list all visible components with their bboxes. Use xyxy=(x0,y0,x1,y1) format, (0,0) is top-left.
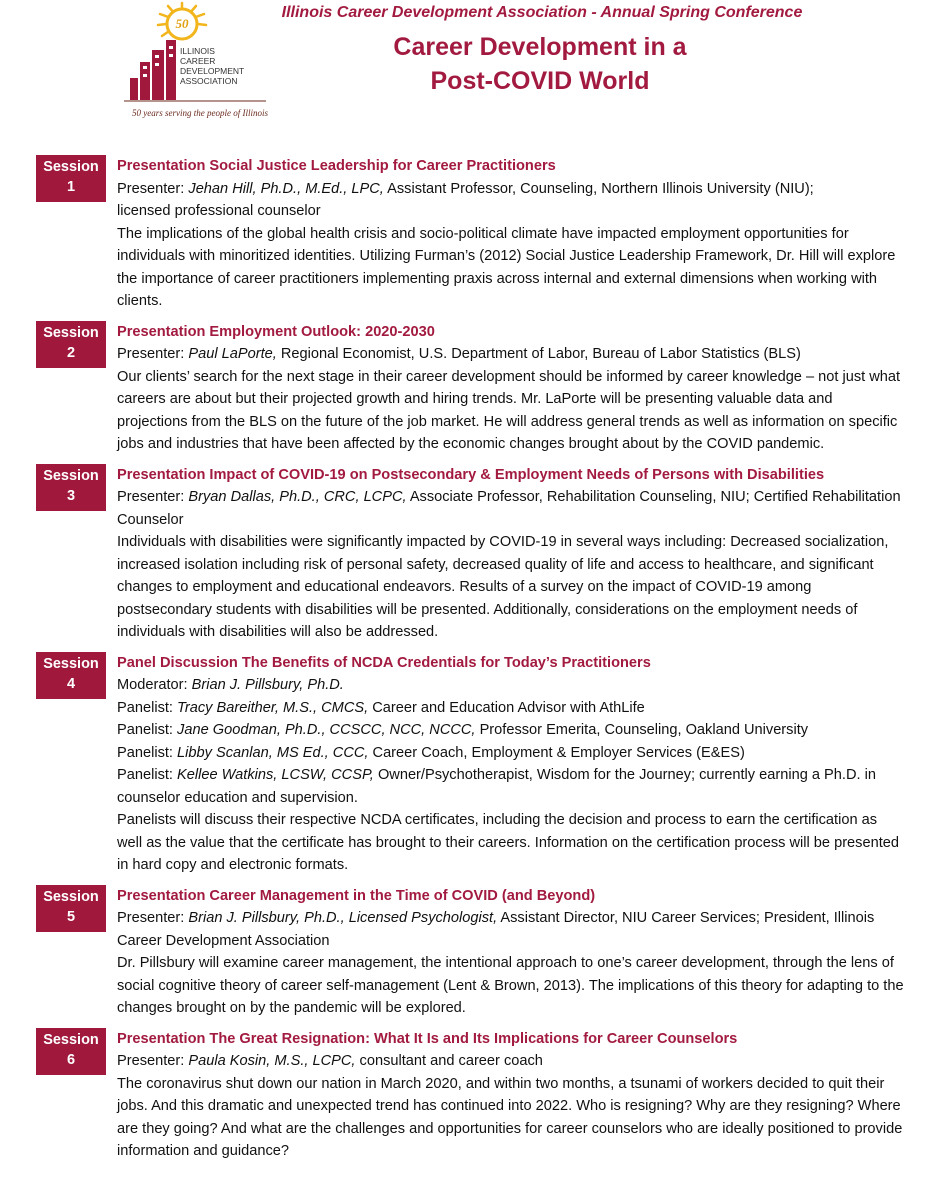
speaker-details: licensed professional counselor xyxy=(117,203,321,219)
conference-title-line1: Career Development in a xyxy=(393,33,687,61)
session-description: The implications of the global health crisis and socio-political climate have impacted employment opportunities for individuals with minoritized identities. Utilizing Furman’s (2012) Social Justice Leadership Framework, Dr. Hill will explore the importance of career practitioners implementing praxis across internal and external dimensions when working with clients. xyxy=(117,225,896,309)
speaker-role: Presenter: xyxy=(117,910,185,926)
speaker-role: Presenter: xyxy=(117,346,185,362)
conference-title xyxy=(300,30,780,98)
logo-years-number: 50 xyxy=(175,16,189,31)
session-badge-label: Session xyxy=(43,324,99,341)
page-header xyxy=(0,0,931,140)
session-body xyxy=(117,155,906,313)
speaker-name: Kellee Watkins, LCSW, CCSP, xyxy=(177,767,374,783)
speaker-line xyxy=(117,178,906,201)
session-title xyxy=(117,155,906,178)
session-body xyxy=(117,464,906,644)
speaker-line xyxy=(117,200,906,223)
session-type: Panel Discussion xyxy=(117,654,238,671)
speaker-details: Assistant Professor, Counseling, Northern Illinois University (NIU); xyxy=(387,180,814,197)
speaker-line xyxy=(117,1050,906,1073)
session-badge xyxy=(36,1028,106,1075)
session-body xyxy=(117,885,906,1020)
speaker-line xyxy=(117,764,906,809)
sun-buildings-logo-icon xyxy=(120,0,270,112)
session-type: Presentation xyxy=(117,466,206,483)
session-badge xyxy=(36,464,106,511)
speaker-name: Brian J. Pillsbury, Ph.D., Licensed Psychologist, xyxy=(188,910,498,926)
speaker-name: Paula Kosin, M.S., LCPC, xyxy=(188,1053,356,1069)
speaker-details: Assistant Director, NIU Career Services; President, Illinois Career Development Association xyxy=(117,910,875,949)
speaker-role: Moderator: xyxy=(117,677,188,693)
session-block xyxy=(36,155,906,313)
logo-tagline: 50 years serving the people of Illinois xyxy=(132,108,268,118)
speaker-details: Career Coach, Employment & Employer Services (E&ES) xyxy=(372,744,745,761)
session-number: 4 xyxy=(66,675,76,692)
logo-org-line4: ASSOCIATION xyxy=(180,76,238,86)
speaker-name: Paul LaPorte, xyxy=(188,346,277,362)
session-type: Presentation xyxy=(117,158,206,174)
speaker-line xyxy=(117,719,906,742)
session-title xyxy=(117,885,906,908)
speaker-role: Presenter: xyxy=(117,1053,185,1069)
session-list xyxy=(36,155,906,1171)
session-description: Dr. Pillsbury will examine career management, the intentional approach to one’s career development, through the lens of social cognitive theory of career self-management (Lent & Brown, 2013). The implications of this theory for adapting to the changes brought on by the pandemic will be explored. xyxy=(117,955,904,1016)
session-number: 1 xyxy=(66,179,76,195)
session-title-text: Employment Outlook: 2020-2030 xyxy=(209,323,435,340)
session-number: 3 xyxy=(66,487,76,504)
session-block xyxy=(36,652,906,877)
session-description: Our clients’ search for the next stage in their career development should be informed by career knowledge – not just what careers are about but their projected growth and hiring trends. Mr. LaPorte will be presenting valuable data and projections from the BLS on the future of the job market. He will address general trends as well as information on specific jobs and industries that have been affected by the economic changes brought about by the COVID pandemic. xyxy=(117,368,901,452)
session-title-text: The Great Resignation: What It Is and Its Implications for Career Counselors xyxy=(209,1030,738,1047)
speaker-name: Brian J. Pillsbury, Ph.D. xyxy=(191,677,344,693)
speaker-name: Tracy Bareither, M.S., CMCS, xyxy=(177,699,369,716)
speaker-line xyxy=(117,674,906,697)
session-body xyxy=(117,321,906,456)
logo-org-line3: DEVELOPMENT xyxy=(180,66,245,76)
session-title xyxy=(117,321,906,344)
speaker-name: Bryan Dallas, Ph.D., CRC, LCPC, xyxy=(188,489,407,505)
session-badge-label: Session xyxy=(43,888,99,905)
speaker-line xyxy=(117,742,906,765)
session-title xyxy=(117,1028,906,1051)
session-body xyxy=(117,1028,906,1163)
session-title-text: Impact of COVID-19 on Postsecondary & Employment Needs of Persons with Disabilities xyxy=(209,466,825,483)
speaker-name: Jane Goodman, Ph.D., CCSCC, NCC, NCCC, xyxy=(177,722,476,738)
speaker-role: Panelist: xyxy=(117,699,173,716)
session-type: Presentation xyxy=(117,323,206,340)
speaker-details: Career and Education Advisor with AthLife xyxy=(372,699,645,716)
session-title xyxy=(117,464,906,487)
session-block xyxy=(36,464,906,644)
session-type: Presentation xyxy=(117,887,206,904)
session-badge-label: Session xyxy=(43,159,99,175)
session-description: Panelists will discuss their respective NCDA certificates, including the decision and process to earn the certification as well as the value that the certificate has brought to their careers. Information on the certification process will be presented in hard copy and electronic formats. xyxy=(117,812,899,873)
session-badge xyxy=(36,652,106,699)
speaker-role: Presenter: xyxy=(117,180,185,197)
speaker-line xyxy=(117,343,906,366)
conference-title-line2: Post-COVID World xyxy=(430,67,650,95)
session-type: Presentation xyxy=(117,1030,206,1047)
session-title xyxy=(117,652,906,675)
speaker-details: Owner/Psychotherapist, Wisdom for the Journey; currently earning a Ph.D. in counselor education and supervision. xyxy=(117,767,876,806)
session-badge-label: Session xyxy=(43,655,99,672)
session-title-text: Career Management in the Time of COVID (and Beyond) xyxy=(209,887,596,904)
session-badge-label: Session xyxy=(43,467,99,484)
session-title-text: Social Justice Leadership for Career Practitioners xyxy=(209,158,556,174)
speaker-line xyxy=(117,697,906,720)
speaker-details: Associate Professor, Rehabilitation Counseling, NIU; Certified Rehabilitation Counselor xyxy=(117,489,901,528)
session-description: The coronavirus shut down our nation in March 2020, and within two months, a tsunami of workers decided to quit their jobs. And this dramatic and unexpected trend has continued into 2022. Who is resigning? Why are they resigning? Where are they going? And what are the challenges and opportunities for career counselors who are ideally positioned to provide information and guidance? xyxy=(117,1075,903,1159)
speaker-line xyxy=(117,486,906,531)
logo-org-line1: ILLINOIS xyxy=(180,46,215,56)
speaker-name: Jehan Hill, Ph.D., M.Ed., LPC, xyxy=(188,180,384,197)
session-badge xyxy=(36,321,106,368)
session-badge xyxy=(36,885,106,932)
session-block xyxy=(36,885,906,1020)
session-number: 5 xyxy=(66,908,76,925)
session-description: Individuals with disabilities were significantly impacted by COVID-19 in several ways including: Decreased socialization, increased isolation including risk of personal safety, decreased quality of life and access to healthcare, and significant changes to employment and educational endeavors. Results of a survey on the impact of COVID-19 among postsecondary students with disabilities will be presented. Additionally, considerations on the employment needs of individuals with disabilities will also be addressed. xyxy=(117,534,889,640)
speaker-details: consultant and career coach xyxy=(359,1053,543,1069)
session-badge-label: Session xyxy=(43,1031,99,1048)
speaker-details: Professor Emerita, Counseling, Oakland University xyxy=(479,722,809,738)
logo-org-line2: CAREER xyxy=(180,56,216,66)
session-block xyxy=(36,321,906,456)
session-badge xyxy=(36,155,106,202)
session-block xyxy=(36,1028,906,1163)
speaker-line xyxy=(117,907,906,952)
speaker-role: Panelist: xyxy=(117,722,173,738)
speaker-name: Libby Scanlan, MS Ed., CCC, xyxy=(177,744,369,761)
session-number: 6 xyxy=(66,1051,76,1068)
icda-logo xyxy=(120,0,270,125)
session-body xyxy=(117,652,906,877)
speaker-details: Regional Economist, U.S. Department of Labor, Bureau of Labor Statistics (BLS) xyxy=(280,346,801,362)
speaker-role: Presenter: xyxy=(117,489,185,505)
speaker-role: Panelist: xyxy=(117,767,173,783)
session-number: 2 xyxy=(66,344,76,361)
conference-subtitle: Illinois Career Development Association - Annual Spring Conference xyxy=(281,4,803,21)
speaker-role: Panelist: xyxy=(117,744,173,761)
session-title-text: The Benefits of NCDA Credentials for Today’s Practitioners xyxy=(241,654,651,671)
